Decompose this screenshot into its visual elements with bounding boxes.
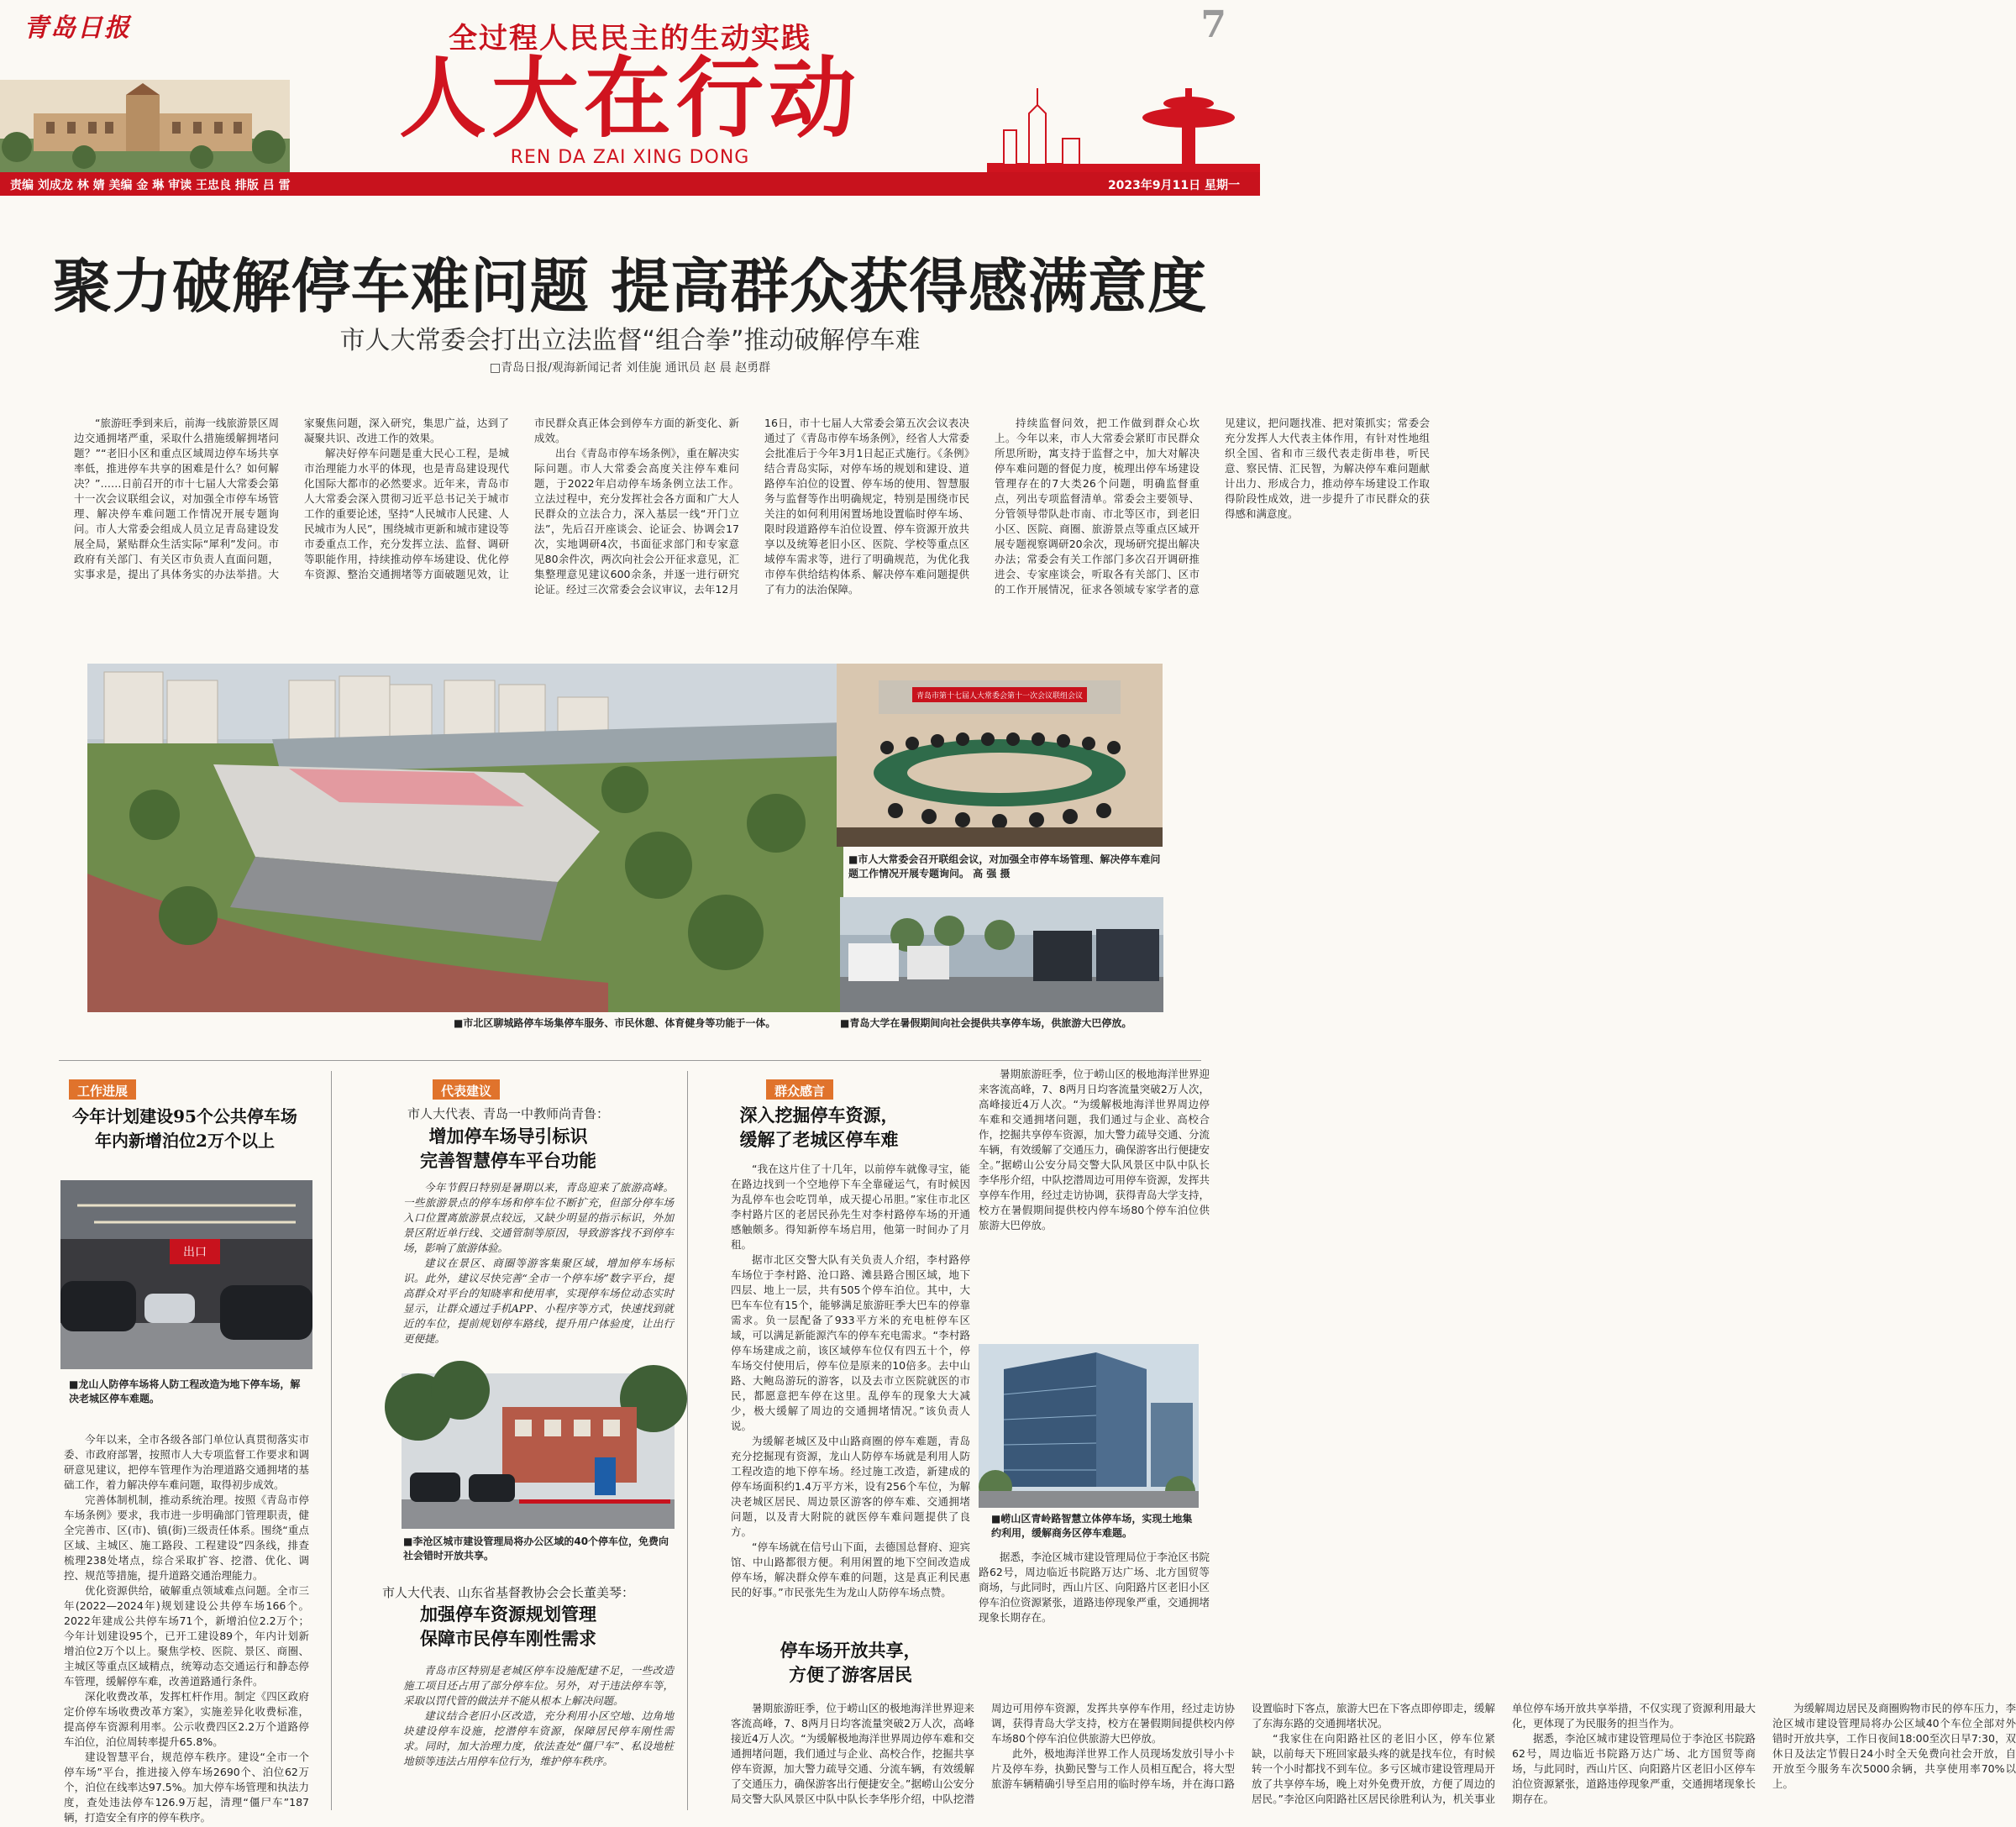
right-paragraph: 据悉，李沧区城市建设管理局位于李沧区书院路62号，周边临近书院路万达广场、北方国贸等商场，与此同时，西山片区、向阳路片区老旧小区停车泊位资源紧张，道路违停现象严重，交通拥堵现象长期存在。 (1512, 1732, 1756, 1805)
lead-headline: 聚力破解停车难问题 提高群众获得感满意度 (52, 251, 1208, 321)
right-paragraph: 据市北区交警大队有关负责人介绍，李村路停车场位于李村路、沧口路、滩县路合围区域，地下四层、地上一层，共有505个停车泊位。其中，大巴车车位有15个，能够满足旅游旺季大巴车的停靠需求。负一层配备了933平方米的充电桩停车区域，可以满足新能源汽车的停车充电需求。“李村路停车场建成之前，该区域停车位仅有四五十个，停车场交付使用后，停车位是原来的10倍多。去中山路、大鲍岛游玩的游客，以及去市立医院就医的市民，都愿意把车停在这里。乱停车的现象大大减少，极大缓解了周边的交通拥堵情况。”该负责人说。 (731, 1253, 970, 1432)
tag-work-progress: 工作进展 (69, 1079, 136, 1100)
lead-byline: □青岛日报/观海新闻记者 刘佳旎 通讯员 赵 晨 赵勇群 (489, 361, 771, 375)
left-body (64, 1432, 309, 1824)
right-body-c (979, 1067, 1210, 1319)
mid-s1-body (403, 1180, 674, 1367)
garage-photo-caption: ■龙山人防停车场将人防工程改造为地下停车场，解决老城区停车难题。 (69, 1378, 301, 1404)
underground-garage-photo (60, 1180, 312, 1369)
skyline-illustration (987, 80, 1260, 172)
tag-deputy-suggestion: 代表建议 (433, 1079, 500, 1100)
meeting-photo (837, 664, 1163, 847)
lead-paragraph: 解决好停车问题是重大民心工程，是城市治理能力水平的体现，也是青岛建设现代化国际大都市的必然要求。近年来，青岛市人大常委会深入贯彻习近平总书记关于城市工作的重要论述，坚持“人民城市人民建、人民城市为人民”，围绕城市更新和城市建设等市委重点工作，充分发挥立法、监督、调研等职能作用，持续推动停车场建设、优化停车资源、整治交通拥堵等方面破题见效，让市民群众真正体会到停车方面的新变化、新成效。 (304, 417, 739, 580)
staff-credits: 责编 刘成龙 林 婧 美编 金 琳 审读 王忠良 排版 吕 雷 (10, 179, 291, 192)
left-section-headline: 今年计划建设95个公共停车场 年内新增泊位2万个以上 (72, 1106, 297, 1151)
city-hall-illustration (0, 80, 290, 172)
left-paragraph: 今年以来，全市各级各部门单位认真贯彻落实市委、市政府部署，按照市人大专项监督工作要求和调研意见建议，把停车管理作为治理道路交通拥堵的基础工作，着力解决停车难问题，取得初步成效。 (64, 1433, 309, 1491)
newspaper-logo: 青岛日报 (24, 13, 131, 43)
lead-subtitle: 市人大常委会打出立法监督“组合拳”推动破解停车难 (339, 326, 921, 355)
mid-s1-headline: 增加停车场导引标识 完善智慧停车平台功能 (420, 1126, 596, 1171)
mid-s1-paragraph: 今年节假日特别是暑期以来，青岛迎来了旅游高峰。一些旅游景点的停车场和停车位不断扩充，但部分停车场入口位置离旅游景点较远，又缺少明显的指示标识，外加景区附近单行线、交通管制等原因，导致游客找不到停车场，影响了旅游体验。 (403, 1181, 674, 1254)
right-paragraph: “我家住在向阳路社区的老旧小区，停车位紧缺，以前每天下班回家最头疼的就是找车位，有时候转一个小时都找不到车位。多亏区城市建设管理局开放了共享停车场，晚上对外免费开放，方便了周边的居民。”李沧区向阳路社区居民徐胜利认为，机关事业单位停车场开放共享举措，不仅实现了资源利用最大化，更体现了为民服务的担当作为。 (1252, 1702, 1756, 1805)
office-photo-caption: ■李沧区城市建设管理局将办公区域的40个停车位，免费向社会错时开放共享。 (403, 1536, 669, 1562)
staff-bar (0, 172, 1260, 196)
left-paragraph: 深化收费改革，发挥杠杆作用。制定《四区政府定价停车场收费改革方案》，实施差异化收费标准，提高停车资源利用率。公示收费四区2.2万个道路停车泊位，泊位周转率提升65.8%。 (64, 1690, 309, 1748)
column-divider (687, 1071, 688, 1810)
bus-parking-photo (840, 897, 1163, 1012)
right-headline: 深入挖掘停车资源， 缓解了老城区停车难 (739, 1105, 899, 1150)
left-paragraph: 完善体制机制，推动系统治理。按照《青岛市停车场条例》要求，我市进一步明确部门管理职责，健全完善市、区(市)、镇(街)三级责任体系。围绕“重点区域、主城区、施工路段、工程建设”四条线，排查梳理238处堵点，综合采取扩容、挖潜、优化、调控、规范等措施，提升道路交通治理能力。 (64, 1494, 309, 1582)
lead-paragraph: 出台《青岛市停车场条例》，重在解决实际问题。市人大常委会高度关注停车难问题，于2022年启动停车场条例立法工作。立法过程中，充分发挥社会各方面和广大人民群众的立法合力，深入基层一线“开门立法”，先后召开座谈会、论证会、协调会17次，实地调研4次，书面征求部门和专家意见80余件次，两次向社会公开征求意见，汇集整理意见建议600余条，并逐一进行研究论证。经过三次常委会会议审议，去年12月16日，市十七届人大常委会第五次会议表决通过了《青岛市停车场条例》，经省人大常委会批准后于今年3月1日起正式施行。《条例》结合青岛实际，对停车场的规划和建设、道路停车泊位的设置、停车场的使用、智慧服务与监督等作出明确规定，特别是围绕市民关注的如何利用闲置场地设置临时停车场、限时段道路停车泊位设置、停车资源开放共享以及统筹老旧小区、医院、学校等重点区域停车需求等，进行了明确规范，为优化我市停车供给结构体系、解决停车难问题提供了有力的法治保障。 (534, 417, 969, 596)
tower-photo-caption: ■崂山区青岭路智慧立体停车场，实现土地集约利用，缓解商务区停车难题。 (991, 1513, 1193, 1539)
meeting-banner-text: 青岛市第十七届人大常委会第十一次会议联组会议 (916, 692, 1084, 701)
right-body-d (979, 1550, 1210, 1697)
lead-paragraph: “旅游旺季到来后，前海一线旅游景区周边交通拥堵严重，采取什么措施缓解拥堵问题？”“老旧小区和重点区域周边停车场共享率低，推进停车共享的困难是什么？如何解决？”……日前召开的市十七届人大常委会第十一次会议联组会议，对加强全市停车场管理、解决停车难问题工作情况开展专题询问。市人大常委会组成人员立足青岛建设发展全局，紧贴群众生活实际“犀利”发问。市政府有关部门、有关区市负责人直面问题，实事求是，提出了具体务实的办法举措。大家聚焦问题，深入研究，集思广益，达到了凝聚共识、改进工作的效果。 (74, 417, 509, 580)
right-paragraph: 此外，极地海洋世界工作人员现场发放引导小卡片及停车券，执勤民警与工作人员相互配合，将大型旅游车辆精确引导至启用的临时停车场，并在海口路设置临时下客点，旅游大巴在下客点即停即走，缓解了东海东路的交通拥堵状况。 (991, 1702, 1495, 1790)
column-pinyin: REN DA ZAI XING DONG (510, 147, 750, 168)
column-title: 人大在行动 (398, 46, 861, 150)
mid-s1-paragraph: 建议在景区、商圈等游客集聚区域，增加停车场标识。此外，建议尽快完善“全市一个停车场”数字平台，提高群众对平台的知晓率和使用率，实现停车场位动态实时显示，让群众通过手机APP、小程序等方式，快速找到就近的车位，提前规划停车路线，提升用户体验度，让出行更便捷。 (403, 1257, 674, 1345)
right-paragraph: 为缓解周边居民及商圈购物市民的停车压力，李沧区城市建设管理局将办公区域40个车位全部对外错时开放共享，工作日夜间18:00至次日早7:30，双休日及法定节假日24小时全天免费向社会开放，自开放至今服务车次5000余辆，共享使用率70%以上。 (1772, 1702, 2016, 1790)
mid-s1-intro: 市人大代表、青岛一中教师尚青鲁： (407, 1106, 609, 1121)
right-body-b (731, 1701, 2016, 1819)
main-photo-caption: ■市北区聊城路停车场集停车服务、市民休憩、体育健身等功能于一体。 (454, 1017, 776, 1029)
right-paragraph: “我在这片住了十几年，以前停车就像寻宝，能在路边找到一个空地停下车全靠碰运气，有时候因为乱停车也会吃罚单，成天提心吊胆。”家住市北区李村路片区的老居民孙先生对李村路停车场的开通感触颇多。得知新停车场启用，他第一时间办了月租。 (731, 1163, 970, 1251)
right-paragraph: 为缓解老城区及中山路商圈的停车难题，青岛充分挖掘现有资源，龙山人防停车场就是利用人防工程改造的地下停车场。经过施工改造，新建成的停车场面积约1.4万平方米，设有256个车位，为解决老城区居民、周边景区游客的停车难、交通拥堵问题，以及青大附院的就医停车难问题提供了良方。 (731, 1435, 970, 1538)
bus-photo-caption: ■青岛大学在暑假期间向社会提供共享停车场，供旅游大巴停放。 (840, 1017, 1132, 1029)
right-sub-headline: 停车场开放共享， 方便了游客居民 (780, 1640, 921, 1685)
right-paragraph: “停车场就在信号山下面，去德国总督府、迎宾馆、中山路都很方便。利用闲置的地下空间改造成停车场，解决群众停车难的问题，这是真正利民惠民的好事。”市民张先生为龙山人防停车场点赞。 (731, 1541, 970, 1599)
lead-body (74, 416, 1430, 605)
office-parking-photo (402, 1373, 675, 1529)
column-subhead: 全过程人民民主的生动实践 (449, 22, 811, 55)
column-divider (331, 1071, 332, 1810)
garage-sign-text: 出口 (183, 1246, 207, 1259)
mid-s2-paragraph: 建议结合老旧小区改造，充分利用小区空地、边角地块建设停车设施，挖潜停车资源，保障居民停车刚性需求。同时，加大治理力度，依法查处“僵尸车”、私设地桩地锁等违法占用停车位行为，维护停车秩序。 (403, 1709, 674, 1767)
right-paragraph: 暑期旅游旺季，位于崂山区的极地海洋世界迎来客流高峰，7、8两月日均客流量突破2万人次，高峰接近4万人次。“为缓解极地海洋世界周边停车难和交通拥堵问题，我们通过与企业、高校合作，挖掘共享停车资源，加大警力疏导交通、分流车辆，有效缓解了交通压力，确保游客出行便捷安全。”据崂山公安分局交警大队风景区中队中队长李华彤介绍，中队挖潜周边可用停车资源，发挥共享停车作用，经过走访协调，获得青岛大学支持，校方在暑假期间提供校内停车场80个停车泊位供旅游大巴停放。 (731, 1702, 1235, 1805)
mid-s2-intro: 市人大代表、山东省基督教协会会长董美琴： (381, 1585, 634, 1600)
right-paragraph: 暑期旅游旺季，位于崂山区的极地海洋世界迎来客流高峰，7、8两月日均客流量突破2万人次，高峰接近4万人次。“为缓解极地海洋世界周边停车难和交通拥堵问题，我们通过与企业、高校合作，挖掘共享停车资源，加大警力疏导交通、分流车辆，有效缓解了交通压力，确保游客出行便捷安全。”据崂山公安分局交警大队风景区中队中队长李华彤介绍，中队挖潜周边可用停车资源，发挥共享停车作用，经过走访协调，获得青岛大学支持，校方在暑假期间提供校内停车场80个停车泊位供旅游大巴停放。 (979, 1068, 1210, 1231)
right-paragraph: 据悉，李沧区城市建设管理局位于李沧区书院路62号，周边临近书院路万达广场、北方国贸等商场，与此同时，西山片区、向阳路片区老旧小区停车泊位资源紧张，道路违停现象严重，交通拥堵现象长期存在。 (979, 1551, 1210, 1624)
tag-public-voice: 群众感言 (766, 1079, 833, 1100)
right-body-a (731, 1162, 970, 1599)
page-number: 7 (1200, 3, 1226, 46)
meeting-photo-caption: ■市人大常委会召开联组会议，对加强全市停车场管理、解决停车难问题工作情况开展专题询问。 高 强 摄 (848, 853, 1161, 879)
issue-date: 2023年9月11日 星期一 (1107, 179, 1240, 192)
mid-s2-paragraph: 青岛市区特别是老城区停车设施配建不足，一些改造施工项目还占用了部分停车位。另外，对于违法停车等，采取以罚代管的做法并不能从根本上解决问题。 (403, 1664, 674, 1707)
left-paragraph: 建设智慧平台，规范停车秩序。建设“全市一个停车场”平台，推进接入停车场2690个、泊位62万个，泊位在线率达97.5%。加大停车场管理和执法力度，查处违法停车126.9万起，清理“僵尸车”187辆，打造安全有序的停车秩序。 (64, 1751, 309, 1824)
mid-s2-body (403, 1663, 674, 1814)
smart-parking-tower-photo (979, 1344, 1199, 1508)
mid-s2-headline: 加强停车资源规划管理 保障市民停车刚性需求 (420, 1604, 596, 1649)
parking-complex-photo (87, 664, 843, 1012)
section-divider (59, 1060, 1201, 1061)
left-paragraph: 优化资源供给，破解重点领域难点问题。全市三年(2022—2024年)规划建设公共停车场166个。2022年建成公共停车场71个，新增泊位2.2万个；今年计划建设95个，已开工建设89个，年内计划新增泊位2万个以上。聚焦学校、医院、景区、商圈、主城区等重点区域精点，统筹动态交通运行和静态停车管理，缓解停车难，改善道路通行条件。 (64, 1584, 309, 1688)
lead-paragraph: 持续监督问效，把工作做到群众心坎上。今年以来，市人大常委会紧盯市民群众所思所盼，寓支持于监督之中，加大对解决停车难问题的督促力度，梳理出停车场建设管理存在的7大类26个问题，明确监督重点，列出专项监督清单。常委会主要领导、分管领导带队赴市南、市北等区市，到老旧小区、医院、商圈、旅游景点等重点区域开展专题视察调研20余次，现场研究提出解决办法；常委会有关工作部门多次召开调研推进会、专家座谈会，听取各有关部门、区市的工作开展情况，征求各领域专家学者的意见建议，把问题找准、把对策抓实；常委会充分发挥人大代表主体作用，有针对性地组织全国、省和市三级代表走街串巷，听民意、察民情、汇民智，为解决停车难问题献计出力、形成合力，推动停车场建设工作取得阶段性成效，进一步提升了市民群众的获得感和满意度。 (995, 417, 1430, 596)
